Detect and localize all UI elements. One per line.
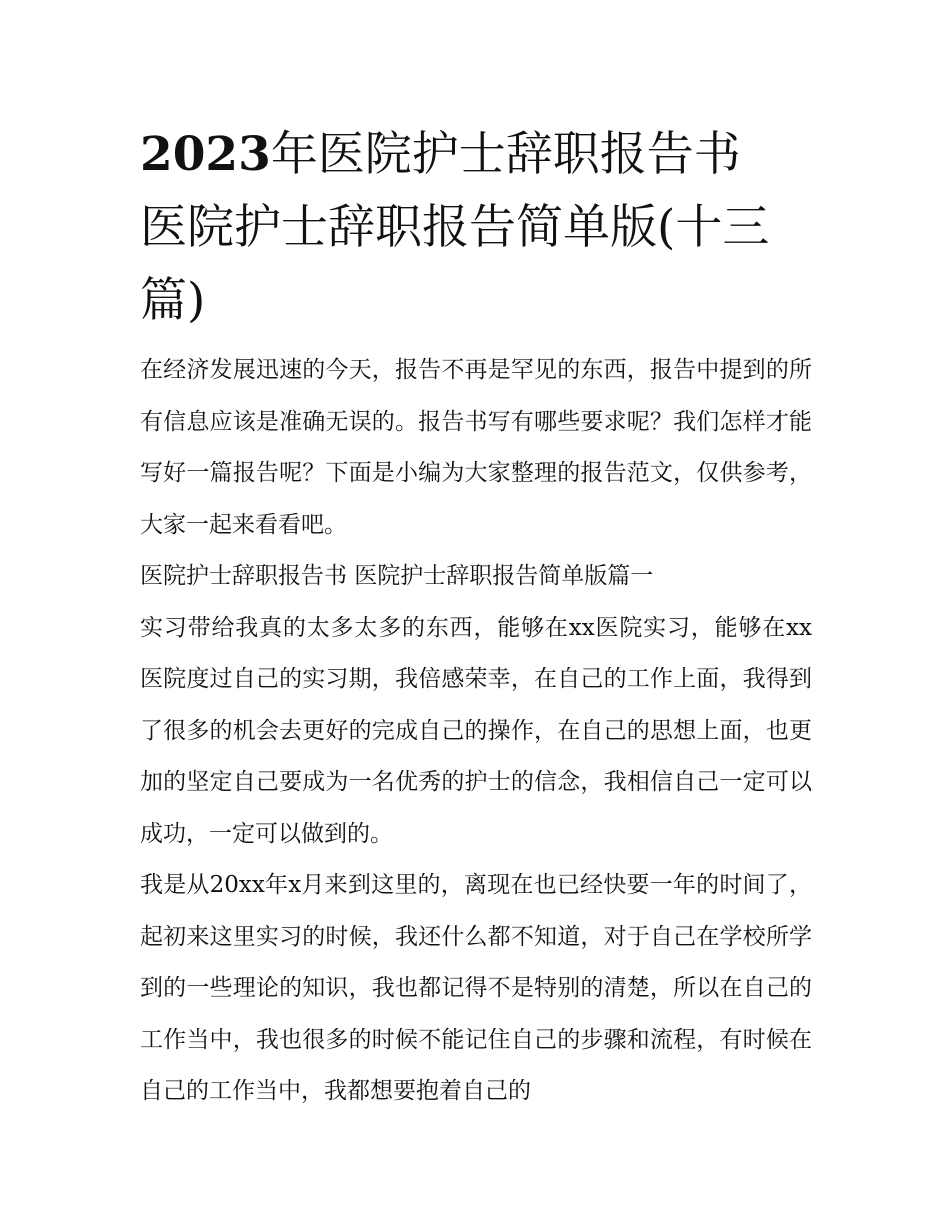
title-line-3: 篇) xyxy=(140,273,206,328)
intro-paragraph: 在经济发展迅速的今天，报告不再是罕见的东西，报告中提到的所有信息应该是准确无误的。报告书写有哪些要求呢？我们怎样才能写好一篇报告呢？下面是小编为大家整理的报告范文，仅供参考，大家一起来看看吧。 xyxy=(140,357,812,538)
section-heading: 医院护士辞职报告书 医院护士辞职报告简单版篇一 xyxy=(140,563,654,589)
title-line-1-text: 年医院护士辞职报告书 xyxy=(270,127,741,182)
document-title xyxy=(140,118,812,337)
body-paragraph-1: 实习带给我真的太多太多的东西，能够在xx医院实习，能够在xx医院度过自己的实习期，我倍感荣幸，在自己的工作上面，我得到了很多的机会去更好的完成自己的操作，在自己的思想上面，也更加的坚定自己要成为一名优秀的护士的信念，我相信自己一定可以成功，一定可以做到的。 xyxy=(140,614,812,847)
body-paragraph-2: 我是从20xx年x月来到这里的，离现在也已经快要一年的时间了，起初来这里实习的时候，我还什么都不知道，对于自己在学校所学到的一些理论的知识，我也都记得不是特别的清楚，所以在自己的工作当中，我也很多的时候不能记住自己的步骤和流程，有时候在自己的工作当中，我都想要抱着自己的 xyxy=(140,872,812,1104)
document-page xyxy=(140,118,812,1118)
title-line-1 xyxy=(140,118,812,191)
title-line-2: 医院护士辞职报告简单版(十三 xyxy=(140,200,770,255)
title-year: 2023 xyxy=(140,127,271,182)
